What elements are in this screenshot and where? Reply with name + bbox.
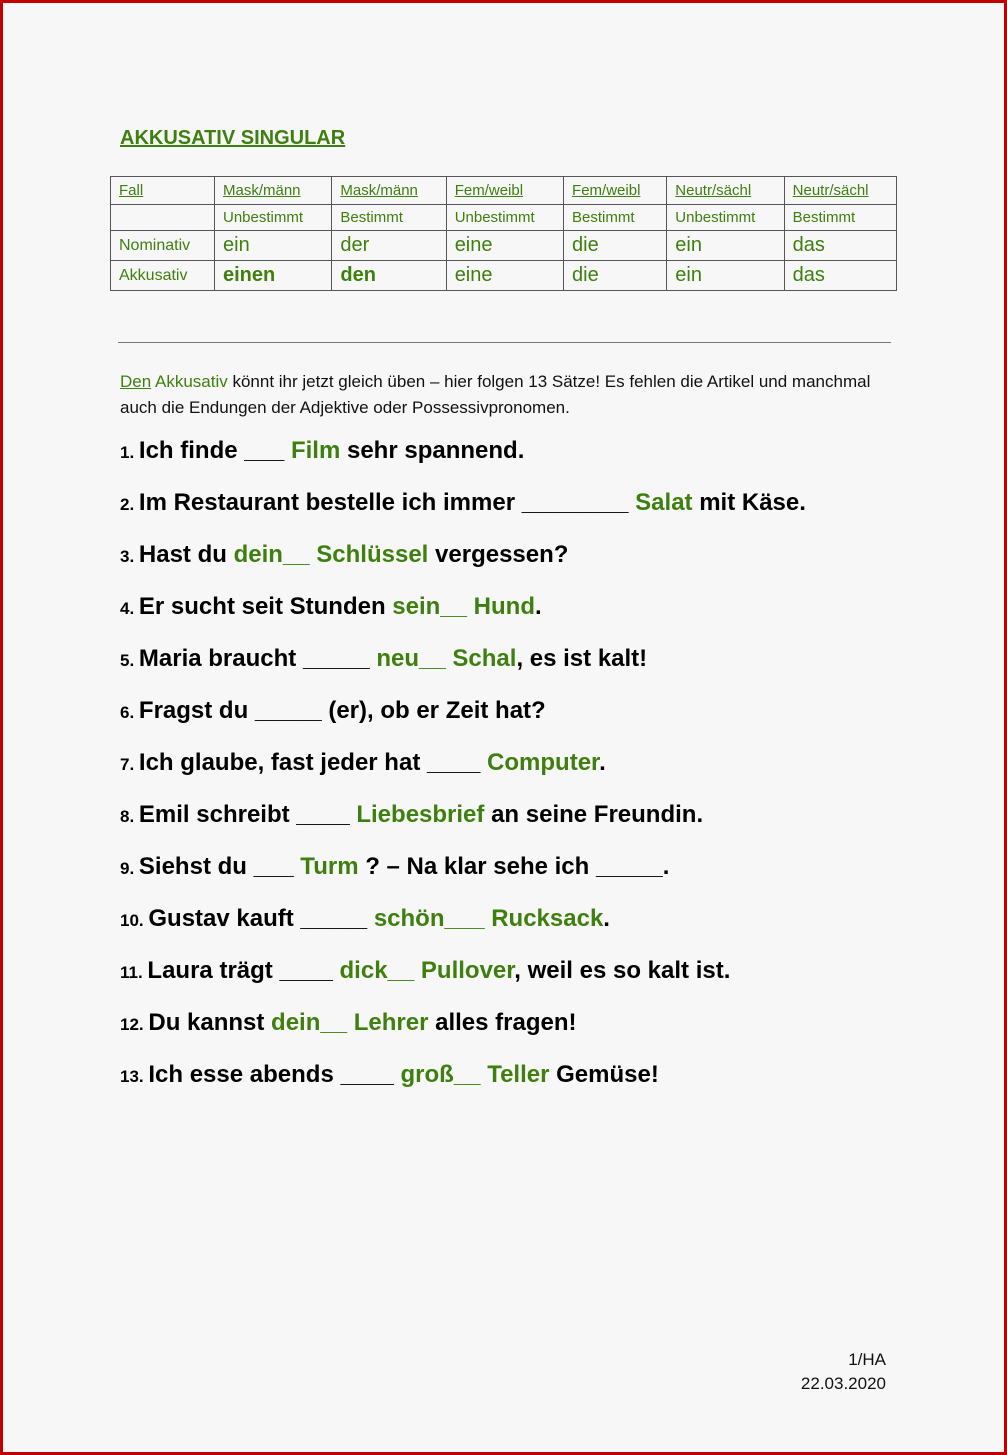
sentence-text: mit Käse	[692, 489, 800, 516]
sentence-text: Ich esse abends	[148, 1061, 341, 1088]
answer-blank[interactable]: _____	[254, 697, 322, 724]
table-subheader-cell: Unbestimmt	[667, 205, 784, 231]
date: 22.03.2020	[800, 1374, 886, 1393]
table-subheader-cell: Bestimmt	[784, 205, 896, 231]
table-header-cell: Fem/weibl	[564, 177, 667, 205]
sentence-text: Du kannst	[148, 1009, 272, 1036]
answer-blank[interactable]: ____	[296, 801, 350, 828]
table-header-cell: Neutr/sächl	[667, 177, 784, 205]
sentence-text: ? – Na klar sehe ich	[358, 853, 596, 880]
table-subheader-cell	[111, 205, 215, 231]
sentence-text: .	[696, 801, 704, 828]
exercise-item	[120, 749, 940, 801]
exercise-number: 12.	[120, 1015, 149, 1034]
exercise-item	[120, 957, 940, 1009]
given-word: dein__	[233, 541, 310, 568]
given-word: Computer	[480, 749, 600, 776]
exercise-item	[120, 905, 940, 957]
given-word: dick__	[332, 957, 415, 984]
article-cell: die	[564, 261, 667, 291]
article-cell: eine	[446, 261, 563, 291]
article-table	[110, 176, 897, 291]
sentence-text: an seine Freundin	[484, 801, 697, 828]
article-cell: eine	[446, 231, 563, 261]
sentence-text: .	[599, 749, 606, 776]
table-header-cell: Fem/weibl	[446, 177, 563, 205]
given-word: groß__	[393, 1061, 481, 1088]
answer-blank[interactable]: ____	[279, 957, 333, 984]
case-label: Akkusativ	[111, 261, 215, 291]
table-header-cell: Mask/männ	[215, 177, 332, 205]
sentence-text: Ich glaube, fast jeder hat	[138, 749, 427, 776]
exercise-item	[120, 437, 940, 489]
article-cell: ein	[667, 231, 784, 261]
sentence-text: Er sucht seit Stunden	[138, 593, 393, 620]
exercise-number: 5.	[120, 651, 139, 670]
exercise-item	[120, 541, 940, 593]
sentence-text: (er), ob er Zeit hat	[321, 697, 532, 724]
exercise-number: 2.	[120, 495, 139, 514]
answer-blank[interactable]: _____	[595, 853, 663, 880]
article-cell: einen	[215, 261, 332, 291]
sentence-text: ?	[553, 541, 569, 568]
sentence-text: .	[517, 437, 525, 464]
exercise-item	[120, 645, 940, 697]
sentence-text: !	[639, 645, 648, 672]
table-header-cell: Neutr/sächl	[784, 177, 896, 205]
page-code: 1/HA	[848, 1350, 886, 1369]
exercise-number: 13.	[120, 1067, 149, 1086]
sentence-text: .	[603, 905, 610, 932]
sentence-text: Hast du	[138, 541, 234, 568]
footer	[801, 1348, 886, 1396]
sentence-text: Siehst du	[138, 853, 254, 880]
sentence-text: .	[723, 957, 731, 984]
table-subheader-row	[111, 205, 897, 231]
sentence-text: .	[534, 593, 542, 620]
case-label: Nominativ	[111, 231, 215, 261]
answer-blank[interactable]: ___	[244, 437, 285, 464]
exercise-number: 6.	[120, 703, 139, 722]
given-word: Rucksack	[484, 905, 604, 932]
given-word: Schlüssel	[309, 541, 429, 568]
sentence-text: , weil es so kalt ist	[514, 957, 724, 984]
table-subheader-cell: Unbestimmt	[215, 205, 332, 231]
table-header-cell: Fall	[111, 177, 215, 205]
sentence-text: vergessen	[428, 541, 554, 568]
article-cell: das	[784, 261, 896, 291]
exercise-number: 4.	[120, 599, 139, 618]
sentence-text: Emil schreibt	[138, 801, 297, 828]
given-word: Schal	[445, 645, 517, 672]
given-word: Hund	[467, 593, 535, 620]
sentence-text: !	[568, 1009, 577, 1036]
sentence-text: Fragst du	[138, 697, 255, 724]
given-word: Pullover	[414, 957, 515, 984]
table-header-cell: Mask/männ	[332, 177, 446, 205]
divider	[118, 342, 891, 343]
exercise-number: 11.	[120, 963, 148, 982]
given-word: schön___	[367, 905, 485, 932]
answer-blank[interactable]: ________	[521, 489, 629, 516]
sentence-text: Ich finde	[138, 437, 245, 464]
given-word: Lehrer	[347, 1009, 429, 1036]
exercise-number: 10.	[120, 911, 149, 930]
given-word: sein__	[392, 593, 467, 620]
sentence-text: Im Restaurant bestelle ich immer	[138, 489, 522, 516]
exercise-number: 3.	[120, 547, 139, 566]
exercise-item	[120, 697, 940, 749]
exercise-item	[120, 853, 940, 905]
sentence-text: sehr spannend	[340, 437, 518, 464]
exercise-item	[120, 1009, 940, 1061]
intro-paragraph	[120, 369, 900, 421]
exercise-item	[120, 489, 940, 541]
table-subheader-cell: Unbestimmt	[446, 205, 563, 231]
sentence-text: !	[650, 1061, 659, 1088]
sentence-text: ?	[531, 697, 546, 724]
exercise-number: 7.	[120, 755, 139, 774]
table-header-row	[111, 177, 897, 205]
given-word: neu__	[369, 645, 446, 672]
answer-blank[interactable]: ____	[340, 1061, 394, 1088]
intro-text: könnt ihr jetzt gleich üben – hier folgen 13 Sätze! Es fehlen die Artikel und manchmal auch die Endungen der Adjektive oder Possessivpronomen.	[120, 372, 871, 417]
given-word: Salat	[628, 489, 693, 516]
article-cell: ein	[667, 261, 784, 291]
given-word: Liebesbrief	[349, 801, 485, 828]
sentence-text: .	[799, 489, 806, 516]
table-subheader-cell: Bestimmt	[564, 205, 667, 231]
sentence-text: Gustav kauft	[148, 905, 301, 932]
sentence-text: Maria braucht	[138, 645, 303, 672]
given-word: Turm	[293, 853, 359, 880]
given-word: Teller	[480, 1061, 550, 1088]
article-cell: das	[784, 231, 896, 261]
exercise-item	[120, 1061, 940, 1113]
exercise-number: 9.	[120, 859, 139, 878]
table-row-akkusativ	[111, 261, 897, 291]
sentence-text: Laura trägt	[147, 957, 280, 984]
sentence-text: , es ist kalt	[516, 645, 640, 672]
intro-word-den: Den	[120, 372, 152, 391]
article-cell: der	[332, 231, 446, 261]
article-cell: den	[332, 261, 446, 291]
article-cell: die	[564, 231, 667, 261]
exercise-number: 8.	[120, 807, 139, 826]
intro-word-akkusativ: Akkusativ	[154, 372, 228, 391]
exercise-list	[120, 437, 940, 1113]
exercise-item	[120, 593, 940, 645]
sentence-text: Gemüse	[549, 1061, 651, 1088]
exercise-item	[120, 801, 940, 853]
sentence-text: alles fragen	[428, 1009, 569, 1036]
sentence-text: .	[662, 853, 670, 880]
exercise-number: 1.	[120, 443, 139, 462]
table-row-nominativ	[111, 231, 897, 261]
answer-blank[interactable]: _____	[302, 645, 370, 672]
page-title: AKKUSATIV SINGULAR	[120, 127, 346, 149]
answer-blank[interactable]: ____	[426, 749, 481, 776]
answer-blank[interactable]: ___	[253, 853, 294, 880]
answer-blank[interactable]: _____	[300, 905, 368, 932]
given-word: Film	[284, 437, 341, 464]
table-subheader-cell: Bestimmt	[332, 205, 446, 231]
given-word: dein__	[271, 1009, 348, 1036]
article-cell: ein	[215, 231, 332, 261]
